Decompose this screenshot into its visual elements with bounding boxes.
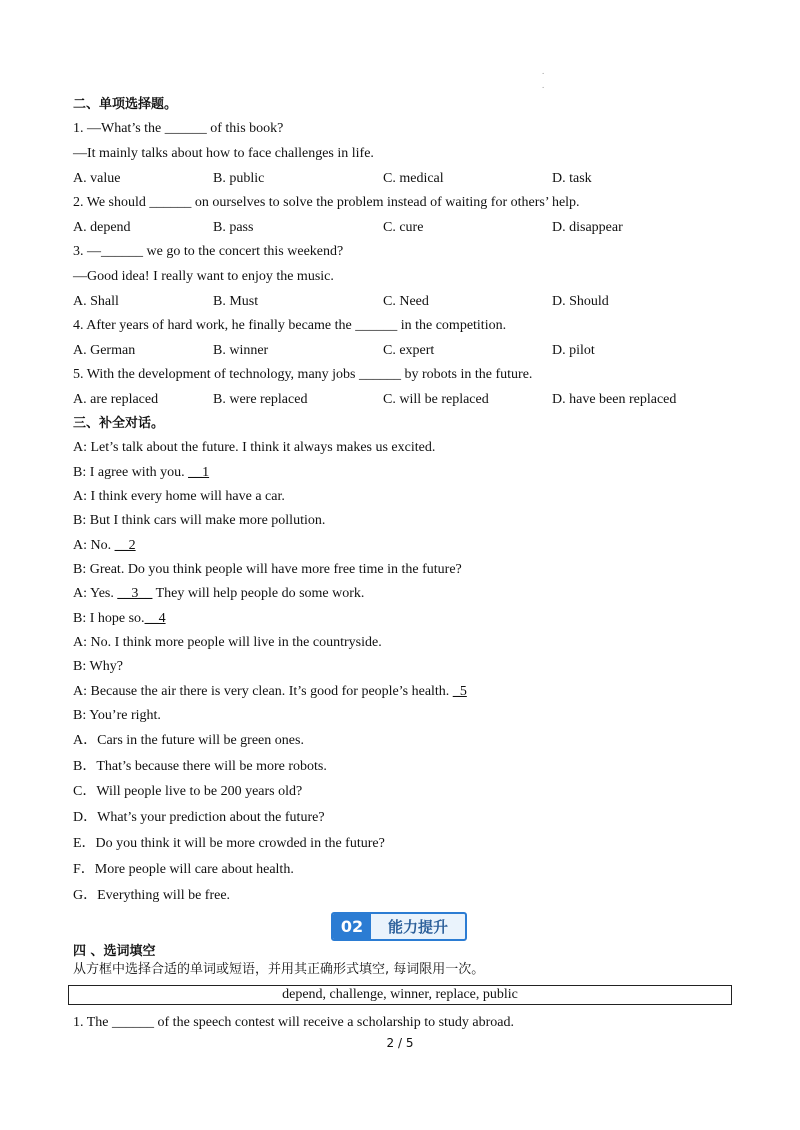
dialogue-line-7 [73, 585, 364, 603]
choice-d: D．What’s your prediction about the future? [73, 810, 325, 825]
badge-number: 02 [333, 914, 371, 939]
dialogue-line-11 [73, 683, 467, 701]
dialogue-text: A: Let’s talk about the future. I think it always makes us excited. [73, 440, 436, 455]
q4-option-c: C. expert [383, 343, 435, 358]
dialogue-line-9 [73, 634, 382, 652]
section-badge [331, 912, 467, 941]
dialogue-line-10 [73, 658, 123, 676]
blank-5: _5 [452, 684, 467, 699]
dialogue-line-8 [73, 610, 166, 628]
choice-f: F．More people will care about health. [73, 862, 294, 877]
blank-2: __2 [114, 538, 136, 553]
corner-marks [542, 64, 546, 92]
dialogue-line-4 [73, 512, 325, 530]
dialogue-text: A: No. I think more people will live in the countryside. [73, 635, 382, 650]
section2-heading: 二、单项选择题。 [73, 97, 178, 112]
choice-e: E．Do you think it will be more crowded in the future? [73, 836, 385, 851]
q1-option-a: A. value [73, 171, 121, 186]
q4-option-b: B. winner [213, 343, 269, 358]
q5-stem: 5. With the development of technology, many jobs ______ by robots in the future. [73, 367, 533, 382]
section3-heading: 三、补全对话。 [73, 416, 165, 431]
choice-g: G．Everything will be free. [73, 888, 231, 903]
q1-stem: 1. —What’s the ______ of this book? [73, 121, 284, 136]
dialogue-text: A: No. [73, 538, 115, 553]
dialogue-text: A: Yes. [73, 586, 118, 601]
word-box: depend, challenge, winner, replace, public [68, 985, 732, 1005]
dialogue-line-6 [73, 561, 462, 579]
dialogue-text-after: They will help people do some work. [152, 586, 365, 601]
dialogue-text: B: You’re right. [73, 708, 161, 723]
blank-3: __3__ [117, 586, 153, 601]
dialogue-text: A: Because the air there is very clean. It’s good for people’s health. [73, 684, 453, 699]
page-number: 2 / 5 [386, 1036, 414, 1050]
dialogue-text: B: I hope so. [73, 611, 145, 626]
q4-stem: 4. After years of hard work, he finally became the ______ in the competition. [73, 318, 507, 333]
dialogue-text: B: I agree with you. [73, 465, 189, 480]
dialogue-text: B: Why? [73, 659, 123, 674]
fill-item-1: 1. The ______ of the speech contest will receive a scholarship to study abroad. [73, 1015, 515, 1030]
corner-mark: . [542, 66, 545, 76]
dialogue-text: B: Great. Do you think people will have more free time in the future? [73, 562, 462, 577]
q4-option-d: D. pilot [552, 343, 595, 358]
blank-1: __1 [188, 465, 210, 480]
q2-option-a: A. depend [73, 220, 131, 235]
dialogue-line-5 [73, 537, 136, 555]
q1-option-c: C. medical [383, 171, 444, 186]
q3-option-c: C. Need [383, 294, 429, 309]
q3-option-d: D. Should [552, 294, 609, 309]
blank-4: __4 [144, 611, 166, 626]
dialogue-text: B: But I think cars will make more pollution. [73, 513, 326, 528]
q1-answer-line: —It mainly talks about how to face challenges in life. [73, 146, 374, 161]
badge-label: 能力提升 [387, 918, 448, 936]
q2-option-d: D. disappear [552, 220, 623, 235]
q3-stem: 3. —______ we go to the concert this weekend? [73, 244, 344, 259]
choice-b: B．That’s because there will be more robots. [73, 759, 327, 774]
q3-answer-line: —Good idea! I really want to enjoy the music. [73, 269, 334, 284]
q2-option-c: C. cure [383, 220, 424, 235]
q3-option-a: A. Shall [73, 294, 119, 309]
q2-option-b: B. pass [213, 220, 254, 235]
q1-option-d: D. task [552, 171, 592, 186]
dialogue-line-12 [73, 707, 161, 725]
dialogue-line-3 [73, 488, 285, 506]
q5-option-a: A. are replaced [73, 392, 159, 407]
choice-c: C．Will people live to be 200 years old? [73, 784, 303, 799]
q5-option-d: D. have been replaced [552, 392, 677, 407]
dialogue-line-1 [73, 439, 435, 457]
q3-option-b: B. Must [213, 294, 259, 309]
section4-heading: 四 、选词填空 [73, 944, 156, 959]
q5-option-b: B. were replaced [213, 392, 308, 407]
section4-instruction: 从方框中选择合适的单词或短语，并用其正确形式填空, 每词限用一次。 [73, 962, 485, 977]
dialogue-line-2 [73, 464, 209, 482]
q4-option-a: A. German [73, 343, 136, 358]
q2-stem: 2. We should ______ on ourselves to solve the problem instead of waiting for others’ help. [73, 195, 580, 210]
dialogue-text: A: I think every home will have a car. [73, 489, 285, 504]
corner-mark: . [542, 80, 545, 90]
choice-a: A．Cars in the future will be green ones. [73, 733, 304, 748]
q5-option-c: C. will be replaced [383, 392, 489, 407]
q1-option-b: B. public [213, 171, 265, 186]
